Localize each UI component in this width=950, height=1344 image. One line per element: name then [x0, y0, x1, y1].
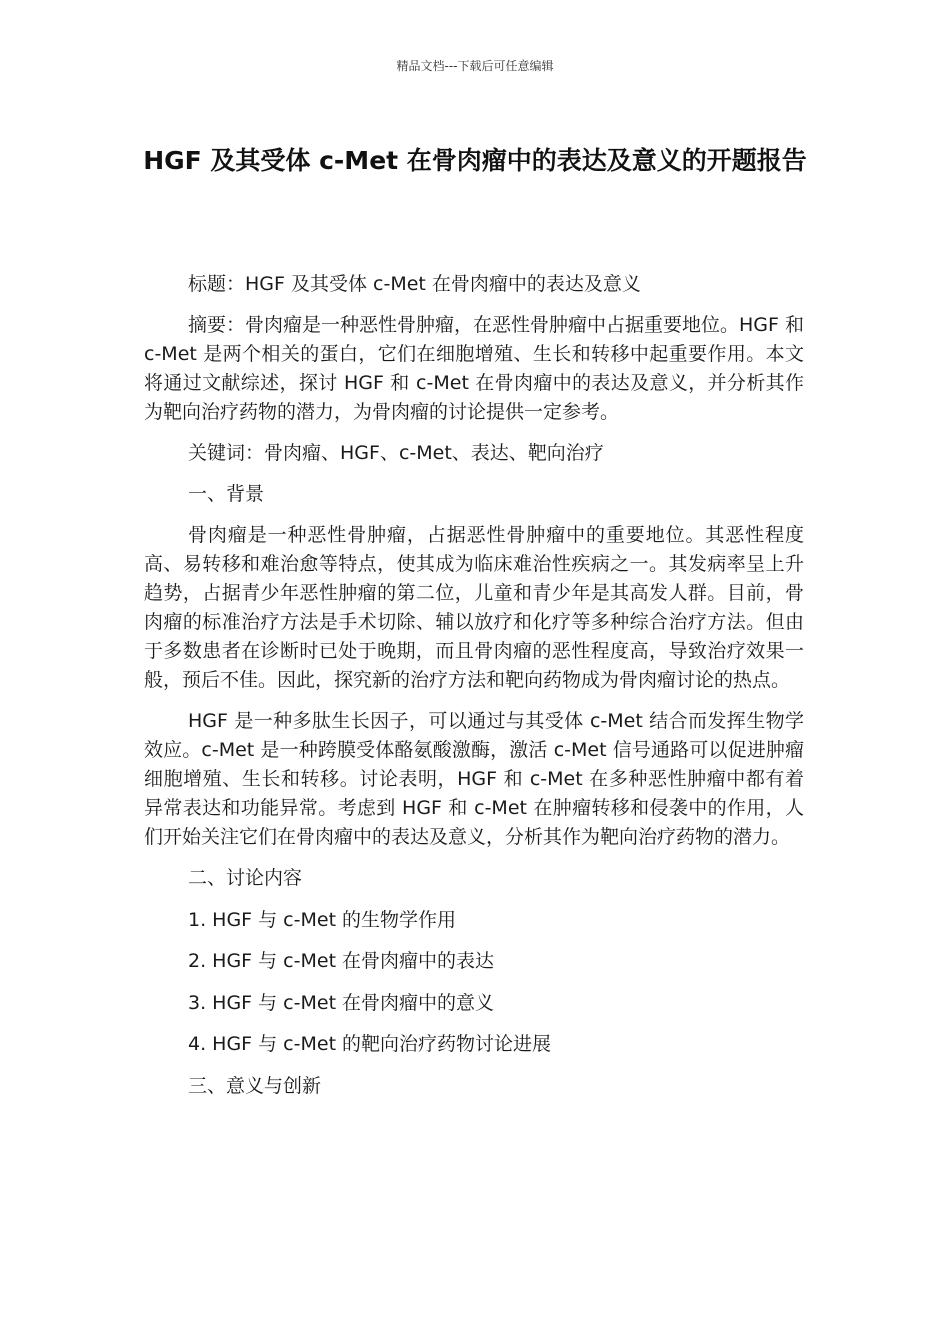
abstract-paragraph: 摘要：骨肉瘤是一种恶性骨肿瘤，在恶性骨肿瘤中占据重要地位。HGF 和 c-Met 是两个相关的蛋白，它们在细胞增殖、生长和转移中起重要作用。本文将通过文献综述，探讨 HGF 和 c-Met 在骨肉瘤中的表达及意义，并分析其作为靶向治疗药物的潜力，为骨肉瘤的讨论提供一定参考。 — [144, 314, 804, 423]
discussion-item-1: 1. HGF 与 c-Met 的生物学作用 — [188, 908, 457, 931]
discussion-item-2: 2. HGF 与 c-Met 在骨肉瘤中的表达 — [188, 950, 495, 972]
section-heading-background: 一、背景 — [188, 483, 265, 505]
page-header-watermark: 精品文档---下载后可任意编辑 — [396, 59, 554, 73]
background-paragraph-2: HGF 是一种多肽生长因子，可以通过与其受体 c-Met 结合而发挥生物学效应。c-Met 是一种跨膜受体酪氨酸激酶，激活 c-Met 信号通路可以促进肿瘤细胞增殖、生长和转移。讨论表明，HGF 和 c-Met 在多种恶性肿瘤中都有着异常表达和功能异常。考虑到 HGF 和 c-Met 在肿瘤转移和侵袭中的作用，人们开始关注它们在骨肉瘤中的表达及意义，分析其作为靶向治疗药物的潜力。 — [144, 710, 804, 848]
discussion-item-3: 3. HGF 与 c-Met 在骨肉瘤中的意义 — [188, 991, 495, 1014]
discussion-item-4: 4. HGF 与 c-Met 的靶向治疗药物讨论进展 — [188, 1033, 552, 1055]
section-heading-discussion: 二、讨论内容 — [188, 867, 303, 889]
document-body — [144, 270, 804, 1113]
background-paragraph-1: 骨肉瘤是一种恶性骨肿瘤，占据恶性骨肿瘤中的重要地位。其恶性程度高、易转移和难治愈等特点，使其成为临床难治性疾病之一。其发病率呈上升趋势，占据青少年恶性肿瘤的第二位，儿童和青少年是其高发人群。目前，骨肉瘤的标准治疗方法是手术切除、辅以放疗和化疗等多种综合治疗方法。但由于多数患者在诊断时已处于晚期，而且骨肉瘤的恶性程度高，导致治疗效果一般，预后不佳。因此，探究新的治疗方法和靶向药物成为骨肉瘤讨论的热点。 — [144, 524, 804, 691]
document-title: HGF 及其受体 c-Met 在骨肉瘤中的表达及意义的开题报告 — [143, 146, 807, 175]
keywords-line: 关键词：骨肉瘤、HGF、c-Met、表达、靶向治疗 — [188, 442, 604, 464]
subject-line: 标题：HGF 及其受体 c-Met 在骨肉瘤中的表达及意义 — [188, 273, 641, 295]
section-heading-significance: 三、意义与创新 — [188, 1074, 322, 1097]
